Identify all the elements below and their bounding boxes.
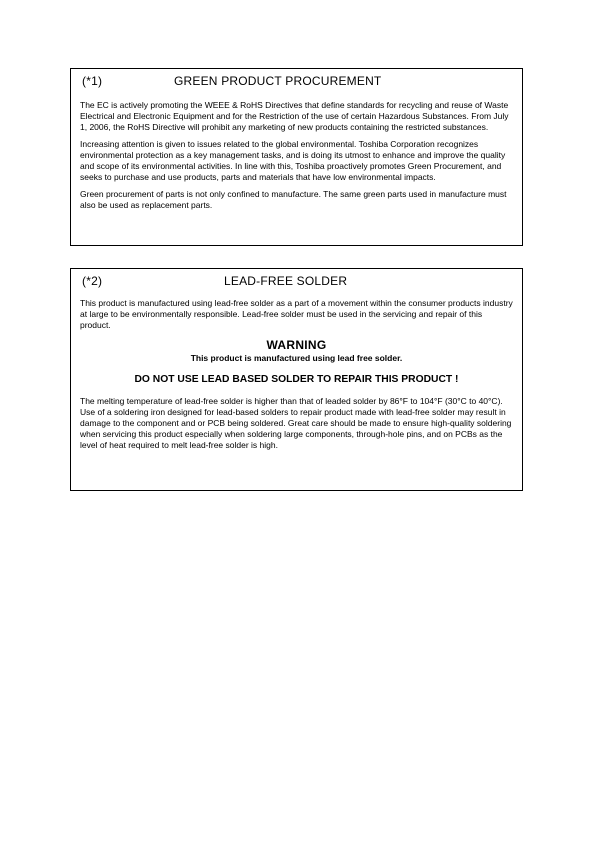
green-procurement-box [70,68,523,246]
paragraph-melting-temperature: The melting temperature of lead-free solder is higher than that of leaded solder by 86°F to 104°F (30°C to 40°C). Use of a soldering iron designed for lead-based solders to repair product made with lead-free solder may result in damage to the component and or PCB being soldered. Great care should be made to ensure high-quality soldering when servicing this product especially when soldering large components, through-hole pins, and on PCBs as the level of heat required to melt lead-free solder is high. [80,396,512,450]
section-header [80,274,513,290]
warning-heading: WARNING [266,338,327,352]
section-number: (*1) [82,74,103,88]
warning-caps-notice: DO NOT USE LEAD BASED SOLDER TO REPAIR THIS PRODUCT ! [134,374,459,385]
lead-free-solder-box [70,268,523,491]
paragraph-replacement-parts: Green procurement of parts is not only confined to manufacture. The same green parts used in manufacture must also be used as replacement parts. [80,189,507,210]
paragraph-environmental: Increasing attention is given to issues related to the global environmental. Toshiba Corporation recognizes environmental protection as a key management tasks, and is doing its utmost to enhance and improve the quality and scope of its environmental activities. In line with this, Toshiba proactively promotes Green Procurement, and seeks to purchase and use products, parts and materials that have low environmental impacts. [80,139,506,182]
section-title: GREEN PRODUCT PROCUREMENT [174,74,382,88]
paragraph-intro: This product is manufactured using lead-free solder as a part of a movement within the consumer products industry at large to be environmentally responsible. Lead-free solder must be used in the servicing and repair of this product. [80,298,513,330]
warning-subtitle: This product is manufactured using lead free solder. [190,353,403,363]
paragraph-weee-rohs: The EC is actively promoting the WEEE & RoHS Directives that define standards for recycling and reuse of Waste Electrical and Electronic Equipment and for the Restriction of the use of certain Hazardous Substances. From July 1, 2006, the RoHS Directive will prohibit any marketing of new products containing the restricted substances. [80,100,509,132]
section-header [80,74,513,90]
section-number: (*2) [82,274,103,288]
section-title: LEAD-FREE SOLDER [224,274,348,288]
